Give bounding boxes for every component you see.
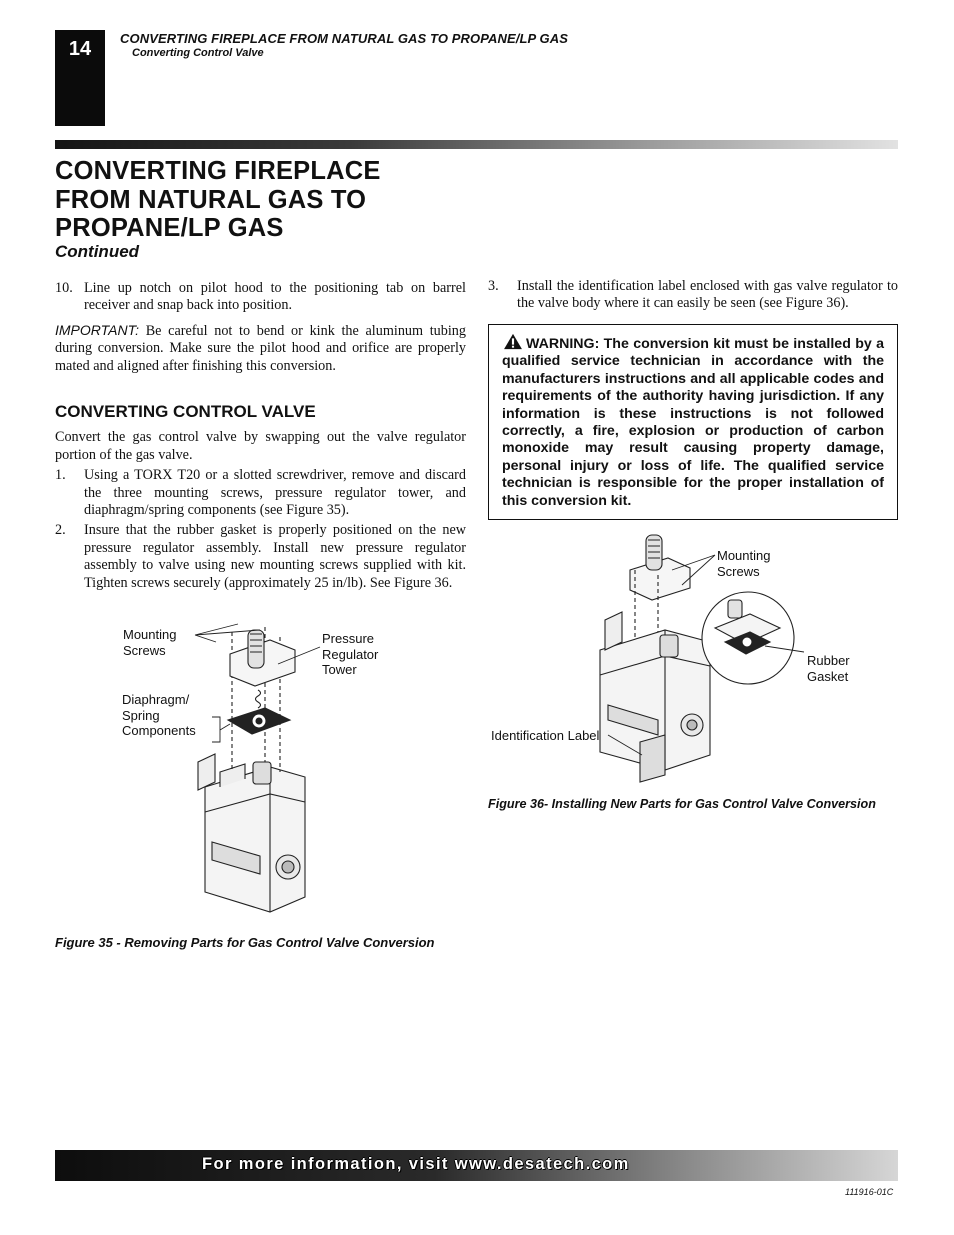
page-title-line1: CONVERTING FIREPLACE: [55, 157, 381, 185]
running-title: CONVERTING FIREPLACE FROM NATURAL GAS TO PROPANE/LP GAS: [120, 31, 569, 46]
continued-label: Continued: [55, 242, 140, 261]
step-10: [55, 280, 466, 315]
figure-36-illustration: [590, 530, 820, 785]
label-line: Mounting: [717, 548, 771, 563]
step-text: Line up notch on pilot hood to the positioning tab on barrel receiver and snap back into position.: [84, 280, 466, 314]
section-intro: Convert the gas control valve by swapping out the valve regulator portion of the gas valve.: [55, 429, 466, 463]
page-title-line3: PROPANE/LP GAS: [55, 214, 284, 242]
running-subtitle: Converting Control Valve: [132, 47, 264, 59]
label-line: Screws: [123, 642, 166, 658]
step-number: 2.: [55, 522, 66, 539]
important-note: [55, 322, 466, 375]
label-line: Regulator: [322, 646, 379, 662]
page-number: 14: [55, 30, 105, 126]
important-lead: IMPORTANT:: [55, 321, 139, 338]
fig36-label-identification: Identification Label: [491, 728, 600, 743]
fig36-label-mounting-screws: [717, 548, 770, 579]
label-line: Diaphragm/: [122, 692, 190, 707]
right-column: [488, 278, 898, 313]
fig36-label-rubber-gasket: [807, 653, 850, 684]
footer-bar: [55, 1150, 898, 1181]
label-line: Tower: [322, 662, 357, 677]
header-rule: [55, 140, 898, 149]
label-line: Gasket: [807, 668, 849, 684]
warning-box: [488, 324, 898, 520]
figure-35-illustration: [120, 612, 470, 922]
step-3: [488, 278, 898, 313]
figure-36-caption: Figure 36- Installing New Parts for Gas Control Valve Conversion: [488, 797, 876, 811]
step-number: 3.: [488, 278, 499, 294]
label-line: Screws: [717, 563, 760, 579]
label-line: Pressure: [322, 631, 375, 646]
running-header: [120, 31, 568, 59]
step-text: Install the identification label enclosed with gas valve regulator to the valve body where it can easily be seen (see Figure 36).: [517, 278, 898, 312]
figure-35-caption: Figure 35 - Removing Parts for Gas Control Valve Conversion: [55, 935, 435, 950]
page-title: [55, 157, 475, 243]
step-text: Using a TORX T20 or a slotted screwdriver, remove and discard the three mounting screws, pressure regulator tower, and diaphragm/spring components (see Figure 35).: [84, 467, 466, 519]
important-text: Be careful not to bend or kink the aluminum tubing during conversion. Make sure the pilot hood and orifice are properly mated and aligned after finishing this conversion.: [55, 322, 466, 374]
step-text: Insure that the rubber gasket is properly positioned on the new pressure regulator assembly. Install new pressure regulator assembly to valve using new mounting screws supplied with kit. Tighten screws securely (approximately 25 in/lb). See Figure 36.: [84, 522, 466, 591]
label-line: Spring: [122, 707, 160, 723]
fig35-label-pressure-regulator-tower: [322, 631, 378, 678]
fig35-label-diaphragm-spring: [122, 692, 196, 739]
footer-text: For more information, visit www.desatech.com: [202, 1155, 630, 1173]
label-line: Components: [122, 723, 196, 738]
fig35-label-mounting-screws: [123, 627, 176, 658]
step-number: 10.: [55, 280, 73, 296]
step-2: [55, 522, 466, 592]
step-number: 1.: [55, 467, 66, 484]
step-1: [55, 467, 466, 519]
page-title-line2: FROM NATURAL GAS TO: [55, 185, 367, 214]
warning-triangle-icon: [502, 333, 524, 350]
warning-text: WARNING: The conversion kit must be installed by a qualified service technician in accordance with the manufacturers instructions and all applicable codes and requirements of the authority having jurisdiction. If any information is these instructions is not followed correctly, a fire, explosion or production of carbon monoxide may result causing property damage, personal injury or loss of life. The qualified service technician is responsible for the proper installation of this conversion kit.: [502, 336, 884, 509]
left-column: [55, 280, 466, 592]
section-heading: CONVERTING CONTROL VALVE: [55, 402, 316, 422]
document-number: 111916-01C: [845, 1187, 894, 1197]
label-line: Rubber: [807, 653, 850, 668]
label-line: Mounting: [123, 627, 177, 642]
